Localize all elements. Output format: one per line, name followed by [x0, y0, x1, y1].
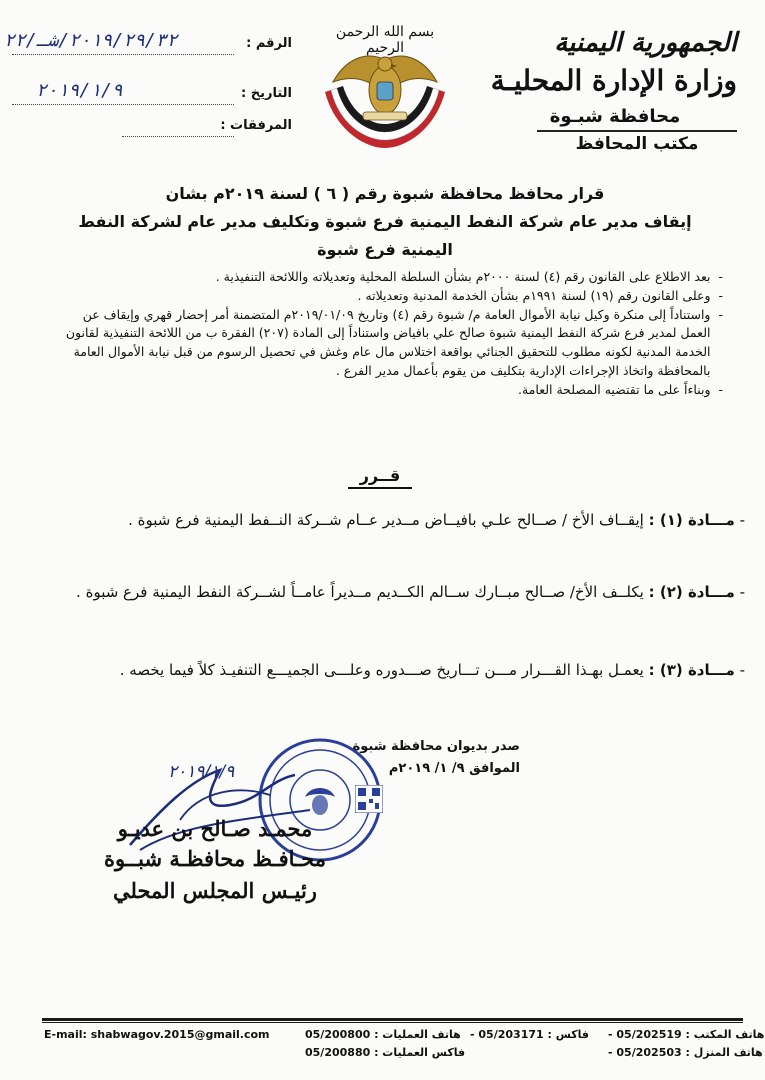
decides-heading-text: قــرر [348, 466, 413, 489]
footer-email[interactable]: E-mail: shabwagov.2015@gmail.com [44, 1028, 270, 1041]
article-1: - مـــادة (١) : إيقــاف الأخ / صــالح علـي بافيــاض مــدير عــام شــركة النــفط اليمنية فرع شبوة . [128, 511, 745, 529]
signature-handwritten-date: ٢٠١٩/١/٩ [168, 762, 235, 782]
article-3: - مـــادة (٣) : يعمـل بهـذا القـــرار مـــن تـــاريخ صـــدوره وعلـــى الجميـــع التنفيـذ كلاً فيما يخصه . [119, 661, 745, 679]
decision-title-line-1: قرار محافظ محافظة شبوة رقم ( ٦ ) لسنة ٢٠١٩م بشان [165, 184, 605, 203]
signatory-title-2: رئيـس المجلس المحلي [113, 878, 317, 903]
reference-attachments-row [12, 118, 292, 142]
reference-date-label: التاريخ : [241, 86, 292, 101]
footer-divider-thin [42, 1022, 743, 1023]
preamble-clause: - بعد الاطلاع على القانون رقم (٤) لسنة ٢٠٠٠م بشأن السلطة المحلية وتعديلاته واللائحة التنفيذية . [51, 268, 723, 287]
article-1-number: مـــادة (١) : [648, 511, 735, 529]
preamble-clause-text: واستناداً إلى منكرة وكيل نيابة الأموال العامة م/ شبوة رقم (٤) وتاريخ ٢٠١٩/٠١/٠٩م المتضمنة أمر إحضار قهري وإيقاف عن العمل لمدير فرع شركة النفط اليمنية شبوة صالح علي بافياض واستناداً إلى المادة (٢٠٧) الفقرة ب من اللائحة التنفيذية لقانون الخدمة المدنية لكونه مطلوب للتحقيق الجنائي بواقعة اختلاس مال عام وغش في تحصيل الرسوم من قبل نيابة الأموال العامة بالمحافظة واتخاذ الإجراءات الإدارية بتكليف من يقوم بأعمال مدير الفرع . [65, 306, 711, 378]
reference-date-row [12, 80, 292, 110]
reference-attachments-label: المرفقات : [220, 118, 292, 133]
reference-number-label: الرقم : [246, 36, 292, 51]
letterhead-governorate: محافظة شبـوة [549, 106, 681, 127]
decides-heading [310, 466, 450, 485]
footer-ops-phone: هاتف العمليات : 05/200800 [305, 1028, 461, 1041]
basmala-text: بسم الله الرحمن الرحيم [335, 24, 435, 56]
preamble-clause-text: وبناءاً على ما تقتضيه المصلحة العامة. [518, 381, 711, 397]
yemen-eagle-emblem-icon [305, 20, 465, 160]
preamble-clause-text: بعد الاطلاع على القانون رقم (٤) لسنة ٢٠٠٠م بشأن السلطة المحلية وتعديلاته واللائحة التنفيذية . [215, 269, 711, 284]
signatory-name: محمـد صـالح بن عديـو [117, 816, 313, 841]
reference-attachments-dotted-line [122, 136, 234, 137]
footer-office-phone: هاتف المكتب : 05/202519 - [608, 1028, 765, 1041]
signatory-title-1: محـافـظ محافظـة شبــوة [103, 846, 327, 871]
decision-title-line-2: إيقاف مدير عام شركة النفط اليمنية فرع شبوة وتكليف مدير عام لشركة النفط [78, 212, 692, 231]
preamble-clause: - وبناءاً على ما تقتضيه المصلحة العامة. [51, 381, 723, 400]
reference-number-handwritten: ٢٠١٩/٢٩/٣٢/شـ/٢٢ [4, 30, 178, 51]
preamble [51, 268, 723, 399]
article-3-text: يعمـل بهـذا القـــرار مـــن تـــاريخ صـــدوره وعلـــى الجميـــع التنفيـذ كلاً فيما يخصه . [119, 661, 644, 679]
footer-fax: فاكس : 05/203171 - [470, 1028, 589, 1041]
footer-ops-fax: فاكس العمليات : 05/200880 [305, 1046, 466, 1059]
issued-place: صدر بديوان محافظة شبوة [352, 739, 520, 754]
reference-date-dotted-line [12, 104, 234, 105]
reference-number-dotted-line [12, 54, 234, 55]
preamble-clause: - واستناداً إلى منكرة وكيل نيابة الأموال العامة م/ شبوة رقم (٤) وتاريخ ٢٠١٩/٠١/٠٩م المتضمنة أمر إحضار قهري وإيقاف عن العمل لمدير فرع شركة النفط اليمنية شبوة صالح علي بافياض واستناداً إلى المادة (٢٠٧) الفقرة ب من اللائحة التنفيذية لقانون الخدمة المدنية لكونه مطلوب للتحقيق الجنائي بواقعة اختلاس مال عام وغش في تحصيل الرسوم من قبل نيابة الأموال العامة بالمحافظة واتخاذ الإجراءات الإدارية بتكليف من يقوم بأعمال مدير الفرع . [51, 306, 723, 381]
reference-date-handwritten: ٢٠١٩/١/٩ [36, 80, 123, 101]
preamble-clause-text: وعلى القانون رقم (١٩) لسنة ١٩٩١م بشأن الخدمة المدنية وتعديلاته . [357, 287, 711, 303]
letterhead-republic: الجمهورية اليمنية [554, 28, 737, 58]
footer-divider [42, 1018, 743, 1021]
article-3-number: مـــادة (٣) : [648, 661, 735, 679]
letterhead-ministry: وزارة الإدارة المحليـة [490, 64, 737, 97]
article-1-text: إيقــاف الأخ / صــالح علـي بافيــاض مــدير عــام شــركة النــفط اليمنية فرع شبوة . [128, 511, 644, 529]
article-2: - مـــادة (٢) : يكلــف الأخ/ صــالح مبــارك ســالم الكــديم مــديراً عامــاً لشــركة النفط اليمنية فرع شبوة . [76, 583, 745, 601]
preamble-clause: - وعلى القانون رقم (١٩) لسنة ١٩٩١م بشأن الخدمة المدنية وتعديلاته . [51, 287, 723, 306]
footer-home-phone: هاتف المنزل : 05/202503 - [608, 1046, 763, 1059]
issued-date: الموافق ٩/ ١/ ٢٠١٩م [388, 761, 520, 777]
reference-number-row [4, 30, 292, 60]
article-2-number: مـــادة (٢) : [648, 583, 735, 601]
qr-code-icon [355, 785, 383, 813]
article-2-text: يكلــف الأخ/ صــالح مبــارك ســالم الكــديم مــديراً عامــاً لشــركة النفط اليمنية فرع شبوة . [76, 583, 644, 601]
letterhead-office: مكتب المحافظ [537, 130, 737, 154]
decision-title-line-3: اليمنية فرع شبوة [317, 240, 453, 259]
